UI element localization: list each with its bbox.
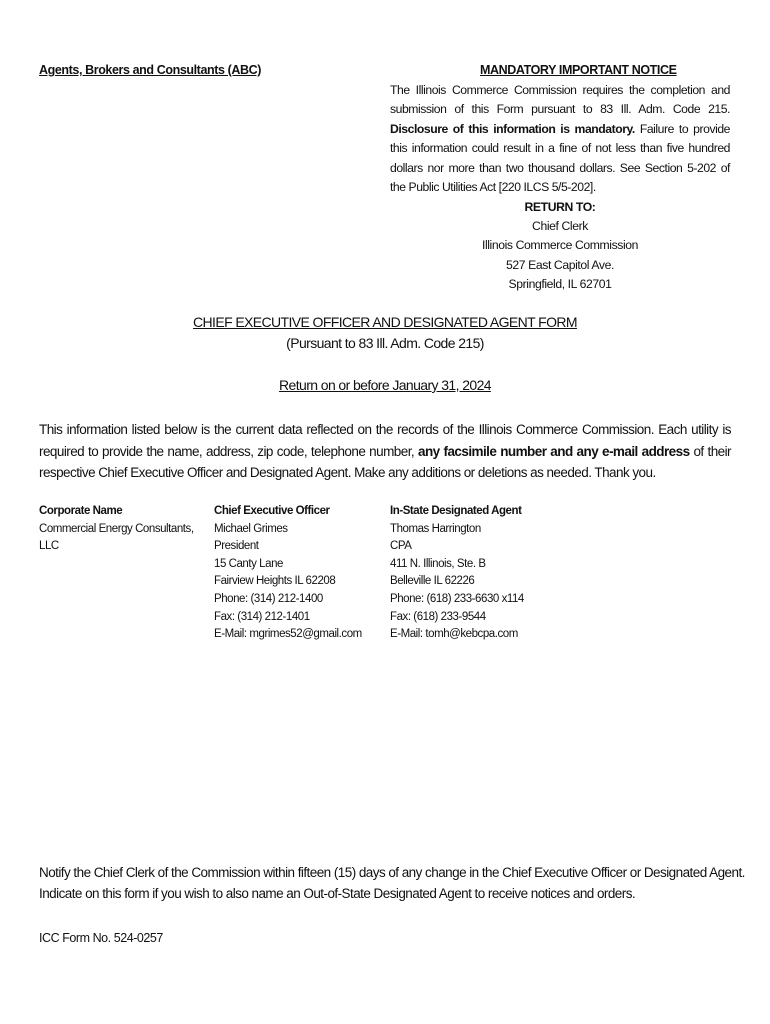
agent-line: CPA	[390, 540, 412, 553]
intro-text-2: of their respective Chief Executive Officer and Designated Agent. Make any additions or deletions as needed. Thank you.	[39, 443, 732, 480]
return-to-block	[390, 198, 730, 294]
form-subtitle: (Pursuant to 83 Ill. Adm. Code 215)	[286, 335, 484, 351]
ceo-line: Fairview Heights IL 62208	[214, 575, 336, 588]
notice-title: MANDATORY IMPORTANT NOTICE	[480, 63, 677, 77]
agent-column	[390, 503, 590, 644]
ceo-line: E-Mail: mgrimes52@gmail.com	[214, 628, 362, 641]
return-line: Springfield, IL 62701	[508, 276, 612, 291]
agent-line: 411 N. Illinois, Ste. B	[390, 557, 486, 570]
return-line: Chief Clerk	[532, 219, 588, 234]
agent-line: Belleville IL 62226	[390, 575, 475, 588]
return-line: 527 East Capitol Ave.	[506, 257, 614, 272]
form-number: ICC Form No. 524-0257	[39, 931, 163, 945]
intro-bold: any facsimile number and any e-mail address	[418, 443, 690, 459]
return-to-label: RETURN TO:	[524, 200, 596, 214]
corporate-name: Commercial Energy Consultants, LLC	[39, 522, 194, 553]
corporate-column	[39, 503, 214, 556]
footer-notify: Notify the Chief Clerk of the Commission within fifteen (15) days of any change in the Chief Executive Officer or Designated Agent.	[39, 865, 745, 880]
agent-line: Phone: (618) 233-6630 x114	[390, 592, 524, 605]
notice-mandatory: Disclosure of this information is mandatory.	[390, 121, 635, 136]
ceo-line: Phone: (314) 212-1400	[214, 592, 323, 605]
abc-heading: Agents, Brokers and Consultants (ABC)	[39, 63, 262, 77]
agent-heading: In-State Designated Agent	[390, 505, 522, 517]
agent-line: Fax: (618) 233-9544	[390, 610, 486, 623]
intro-text-1: This information listed below is the current data reflected on the records of the Illinois Commerce Commission. Each utility is required to provide the name, address, zip code, telephone number,	[39, 422, 731, 459]
notice-body	[390, 81, 730, 197]
corporate-heading: Corporate Name	[39, 505, 123, 517]
footer-out-of-state: Indicate on this form if you wish to also name an Out-of-State Designated Agent to receive notices and orders.	[39, 886, 636, 901]
agent-line: Thomas Harrington	[390, 522, 481, 535]
notice-text-2: Failure to provide this information could result in a fine of not less than five hundred dollars nor more than two thousand dollars. See Section 5-202 of the Public Utilities Act [220 ILCS 5/5-202].	[390, 121, 731, 195]
notice-text-1: The Illinois Commerce Commission requires the completion and submission of this Form pursuant to 83 Ill. Adm. Code 215.	[390, 83, 730, 117]
return-due-date: Return on or before January 31, 2024	[279, 377, 491, 393]
ceo-line: President	[214, 540, 259, 553]
return-line: Illinois Commerce Commission	[481, 238, 639, 253]
intro-paragraph	[39, 419, 731, 484]
ceo-heading: Chief Executive Officer	[214, 505, 330, 517]
agent-line: E-Mail: tomh@kebcpa.com	[390, 628, 518, 641]
ceo-line: 15 Canty Lane	[214, 557, 283, 570]
ceo-line: Fax: (314) 212-1401	[214, 610, 310, 623]
ceo-line: Michael Grimes	[214, 522, 288, 535]
ceo-column	[214, 503, 389, 644]
form-title: CHIEF EXECUTIVE OFFICER AND DESIGNATED AGENT FORM	[193, 314, 577, 330]
